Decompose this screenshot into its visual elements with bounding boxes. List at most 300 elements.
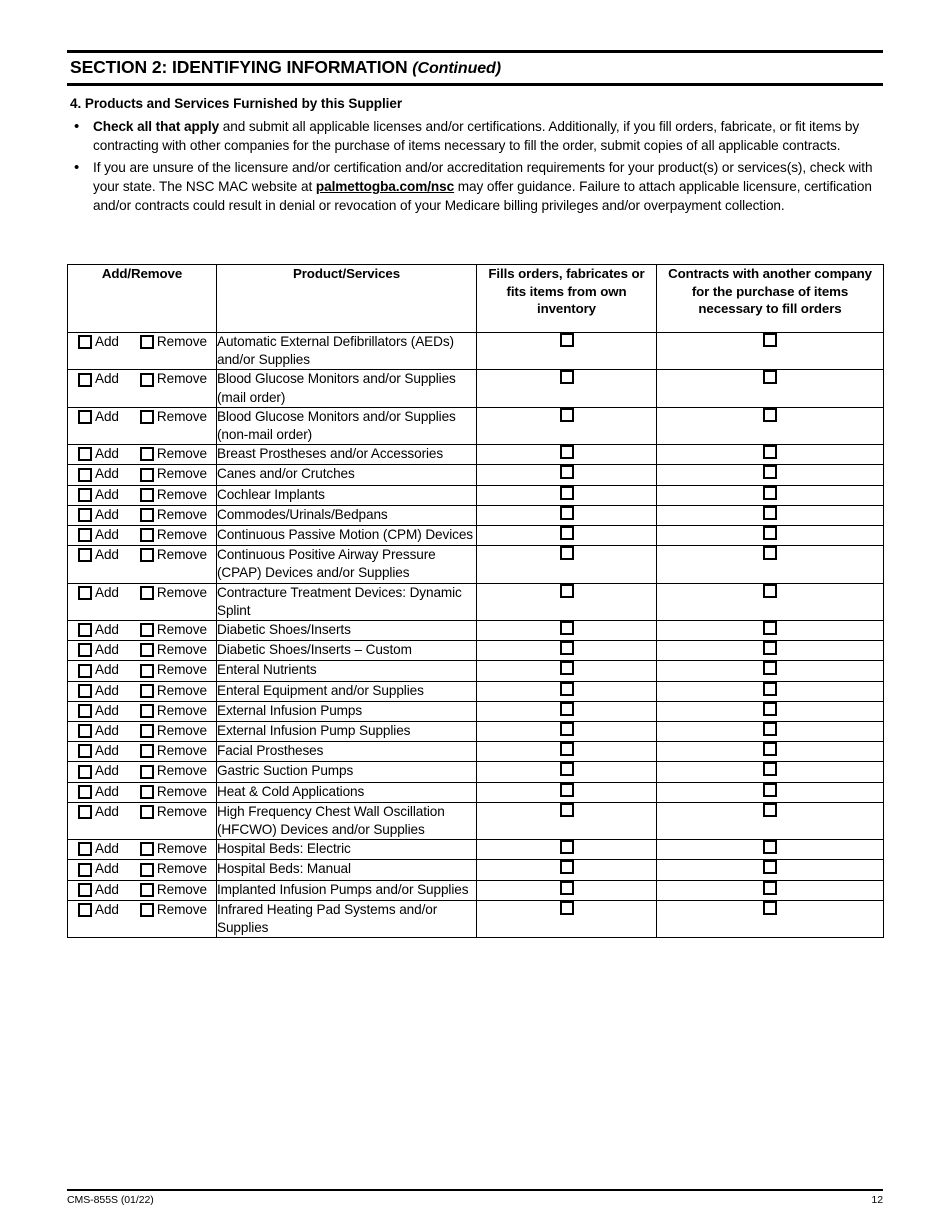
checkbox-icon[interactable] (78, 488, 92, 502)
add-option[interactable] (78, 526, 119, 544)
add-remove-group (68, 370, 216, 388)
checkbox-icon[interactable] (763, 682, 777, 696)
cell-add-remove (68, 681, 217, 701)
add-option[interactable] (78, 682, 119, 700)
checkbox-icon[interactable] (140, 903, 154, 917)
add-remove-group (68, 901, 216, 919)
checkbox-icon[interactable] (78, 903, 92, 917)
checkbox-icon[interactable] (140, 724, 154, 738)
checkbox-icon[interactable] (140, 664, 154, 678)
cell-add-remove (68, 661, 217, 681)
cell-contracts-checkbox[interactable] (657, 900, 884, 937)
remove-option[interactable] (140, 682, 207, 700)
add-remove-group (68, 486, 216, 504)
column-header-contracts: Contracts with another company for the purchase of items necessary to fill orders (657, 265, 884, 333)
table-row (68, 505, 884, 525)
cell-add-remove (68, 445, 217, 465)
cell-contracts-checkbox[interactable] (657, 465, 884, 485)
checkbox-icon[interactable] (763, 408, 777, 422)
cell-fills-orders-checkbox[interactable] (477, 900, 657, 937)
section-title-continued: (Continued) (412, 60, 501, 77)
cell-contracts-checkbox[interactable] (657, 505, 884, 525)
cell-contracts-checkbox[interactable] (657, 526, 884, 546)
cell-contracts-checkbox[interactable] (657, 681, 884, 701)
add-remove-group (68, 584, 216, 602)
cell-fills-orders-checkbox[interactable] (477, 681, 657, 701)
table-head (68, 265, 884, 333)
column-header-add-remove: Add/Remove (68, 265, 217, 333)
add-label: Add (95, 334, 119, 349)
cell-fills-orders-checkbox[interactable] (477, 722, 657, 742)
cell-add-remove (68, 333, 217, 370)
cell-add-remove (68, 407, 217, 444)
add-label: Add (95, 547, 119, 563)
checkbox-icon[interactable] (560, 526, 574, 540)
cell-product-services: Diabetic Shoes/Inserts – Custom (217, 641, 477, 661)
add-option[interactable] (78, 465, 119, 483)
remove-option[interactable] (140, 546, 207, 564)
add-option[interactable] (78, 881, 119, 899)
remove-option[interactable] (140, 333, 207, 351)
checkbox-icon[interactable] (560, 370, 574, 384)
checkbox-icon[interactable] (140, 765, 154, 779)
cell-add-remove (68, 782, 217, 802)
add-option[interactable] (78, 408, 119, 426)
cell-contracts-checkbox[interactable] (657, 701, 884, 721)
checkbox-icon[interactable] (140, 744, 154, 758)
cell-fills-orders-checkbox[interactable] (477, 621, 657, 641)
checkbox-icon[interactable] (560, 486, 574, 500)
cell-product-services: Gastric Suction Pumps (217, 762, 477, 782)
checkbox-icon[interactable] (763, 370, 777, 384)
checkbox-icon[interactable] (140, 410, 154, 424)
add-remove-group (68, 333, 216, 351)
table-row (68, 641, 884, 661)
table-row (68, 782, 884, 802)
cell-contracts-checkbox[interactable] (657, 860, 884, 880)
checkbox-icon[interactable] (560, 506, 574, 520)
checkbox-icon[interactable] (140, 785, 154, 799)
add-label: Add (95, 371, 119, 387)
add-option[interactable] (78, 702, 119, 720)
checkbox-icon[interactable] (763, 881, 777, 895)
table-row (68, 621, 884, 641)
add-remove-group (68, 661, 216, 679)
checkbox-icon[interactable] (78, 863, 92, 877)
checkbox-icon[interactable] (763, 722, 777, 736)
cell-add-remove (68, 465, 217, 485)
remove-option[interactable] (140, 506, 207, 524)
instruction-bullet-1 (70, 118, 882, 155)
checkbox-icon[interactable] (560, 661, 574, 675)
checkbox-icon[interactable] (78, 765, 92, 779)
table-row (68, 860, 884, 880)
add-label: Add (95, 466, 119, 482)
cell-product-services: Continuous Positive Airway Pressure (CPAP) Devices and/or Supplies (217, 546, 477, 583)
checkbox-icon[interactable] (140, 704, 154, 718)
checkbox-icon[interactable] (763, 803, 777, 817)
checkbox-icon[interactable] (763, 840, 777, 854)
checkbox-icon[interactable] (78, 528, 92, 542)
cell-product-services: Implanted Infusion Pumps and/or Supplies (217, 880, 477, 900)
checkbox-icon[interactable] (140, 643, 154, 657)
checkbox-icon[interactable] (763, 584, 777, 598)
table-row (68, 526, 884, 546)
checkbox-icon[interactable] (140, 805, 154, 819)
cell-add-remove (68, 505, 217, 525)
cell-contracts-checkbox[interactable] (657, 742, 884, 762)
remove-option[interactable] (140, 860, 207, 878)
checkbox-icon[interactable] (560, 333, 574, 347)
cell-product-services: Canes and/or Crutches (217, 465, 477, 485)
cell-contracts-checkbox[interactable] (657, 762, 884, 782)
checkbox-icon[interactable] (560, 682, 574, 696)
cell-fills-orders-checkbox[interactable] (477, 641, 657, 661)
checkbox-icon[interactable] (763, 333, 777, 347)
column-header-fills-orders: Fills orders, fabricates or fits items from own inventory (477, 265, 657, 333)
checkbox-icon[interactable] (560, 762, 574, 776)
cell-fills-orders-checkbox[interactable] (477, 485, 657, 505)
cell-product-services: External Infusion Pumps (217, 701, 477, 721)
cell-fills-orders-checkbox[interactable] (477, 840, 657, 860)
instructions-list (70, 118, 882, 220)
checkbox-icon[interactable] (763, 641, 777, 655)
remove-option[interactable] (140, 465, 207, 483)
cell-contracts-checkbox[interactable] (657, 840, 884, 860)
checkbox-icon[interactable] (78, 508, 92, 522)
checkbox-icon[interactable] (560, 803, 574, 817)
add-remove-group (68, 742, 216, 760)
table-body (68, 333, 884, 938)
section-title (67, 53, 883, 83)
checkbox-icon[interactable] (78, 447, 92, 461)
cell-product-services: External Infusion Pump Supplies (217, 722, 477, 742)
remove-option[interactable] (140, 526, 207, 544)
checkbox-icon[interactable] (78, 883, 92, 897)
add-label: Add (95, 881, 119, 897)
remove-option[interactable] (140, 702, 207, 720)
add-option[interactable] (78, 546, 119, 564)
checkbox-icon[interactable] (763, 445, 777, 459)
checkbox-icon[interactable] (763, 526, 777, 540)
checkbox-icon[interactable] (78, 785, 92, 799)
checkbox-icon[interactable] (763, 783, 777, 797)
cell-fills-orders-checkbox[interactable] (477, 445, 657, 465)
cell-contracts-checkbox[interactable] (657, 802, 884, 839)
remove-option[interactable] (140, 486, 207, 504)
checkbox-icon[interactable] (560, 465, 574, 479)
cell-fills-orders-checkbox[interactable] (477, 802, 657, 839)
section-rule-bottom (67, 83, 883, 86)
add-option[interactable] (78, 860, 119, 878)
checkbox-icon[interactable] (763, 742, 777, 756)
checkbox-icon[interactable] (763, 546, 777, 560)
add-option[interactable] (78, 803, 119, 821)
checkbox-icon[interactable] (140, 863, 154, 877)
bullet-2-part1: If you are unsure of the licensure and/or certification and/or accreditation requirements for your product(s) or services(s), check with your state. The NSC MAC website at (93, 160, 873, 195)
checkbox-icon[interactable] (763, 762, 777, 776)
checkbox-icon[interactable] (560, 702, 574, 716)
cell-fills-orders-checkbox[interactable] (477, 370, 657, 407)
checkbox-icon[interactable] (560, 641, 574, 655)
checkbox-icon[interactable] (560, 408, 574, 422)
cell-contracts-checkbox[interactable] (657, 880, 884, 900)
footer-rule (67, 1189, 883, 1191)
table-row (68, 583, 884, 620)
remove-option[interactable] (140, 881, 207, 899)
remove-label: Remove (156, 783, 207, 799)
cell-fills-orders-checkbox[interactable] (477, 505, 657, 525)
add-label: Add (95, 622, 119, 638)
add-option[interactable] (78, 783, 119, 801)
checkbox-icon[interactable] (78, 724, 92, 738)
cell-fills-orders-checkbox[interactable] (477, 782, 657, 802)
add-label: Add (95, 662, 119, 678)
add-remove-group (68, 506, 216, 524)
checkbox-icon[interactable] (763, 465, 777, 479)
checkbox-icon[interactable] (78, 586, 92, 600)
checkbox-icon[interactable] (763, 486, 777, 500)
add-option[interactable] (78, 445, 119, 463)
checkbox-icon[interactable] (560, 783, 574, 797)
section-header-band (67, 50, 883, 86)
cell-contracts-checkbox[interactable] (657, 445, 884, 465)
add-option[interactable] (78, 506, 119, 524)
add-label: Add (95, 527, 119, 543)
add-option[interactable] (78, 486, 119, 504)
checkbox-icon[interactable] (140, 468, 154, 482)
cell-product-services: Continuous Passive Motion (CPM) Devices (217, 526, 477, 546)
add-label: Add (95, 408, 119, 424)
add-option[interactable] (78, 584, 119, 602)
footer-page-number: 12 (871, 1194, 883, 1206)
add-option[interactable] (78, 722, 119, 740)
remove-label: Remove (156, 334, 207, 349)
remove-option[interactable] (140, 621, 207, 639)
cell-fills-orders-checkbox[interactable] (477, 742, 657, 762)
checkbox-icon[interactable] (763, 860, 777, 874)
add-label: Add (95, 901, 119, 917)
palmetto-gba-link[interactable]: palmettogba.com/nsc (315, 179, 455, 195)
add-remove-group (68, 702, 216, 720)
checkbox-icon[interactable] (140, 335, 154, 349)
cell-contracts-checkbox[interactable] (657, 407, 884, 444)
cell-fills-orders-checkbox[interactable] (477, 661, 657, 681)
cell-add-remove (68, 370, 217, 407)
cell-fills-orders-checkbox[interactable] (477, 333, 657, 370)
cell-fills-orders-checkbox[interactable] (477, 546, 657, 583)
add-option[interactable] (78, 641, 119, 659)
cell-product-services: Automatic External Defibrillators (AEDs) and/or Supplies (217, 333, 477, 370)
cell-contracts-checkbox[interactable] (657, 641, 884, 661)
checkbox-icon[interactable] (78, 684, 92, 698)
cell-fills-orders-checkbox[interactable] (477, 762, 657, 782)
checkbox-icon[interactable] (78, 664, 92, 678)
cell-add-remove (68, 641, 217, 661)
table-row (68, 546, 884, 583)
remove-option[interactable] (140, 641, 207, 659)
add-option[interactable] (78, 333, 119, 351)
cell-fills-orders-checkbox[interactable] (477, 583, 657, 620)
bullet-dot-icon: • (74, 118, 80, 135)
checkbox-icon[interactable] (140, 447, 154, 461)
checkbox-icon[interactable] (78, 744, 92, 758)
checkbox-icon[interactable] (763, 702, 777, 716)
cell-add-remove (68, 802, 217, 839)
remove-label: Remove (156, 622, 207, 638)
checkbox-icon[interactable] (78, 468, 92, 482)
remove-option[interactable] (140, 840, 207, 858)
checkbox-icon[interactable] (140, 528, 154, 542)
checkbox-icon[interactable] (560, 584, 574, 598)
add-label: Add (95, 841, 119, 857)
cell-add-remove (68, 762, 217, 782)
remove-label: Remove (156, 881, 207, 897)
add-label: Add (95, 702, 119, 718)
checkbox-icon[interactable] (560, 860, 574, 874)
add-option[interactable] (78, 762, 119, 780)
table-row (68, 333, 884, 370)
remove-label: Remove (156, 547, 207, 563)
remove-option[interactable] (140, 783, 207, 801)
checkbox-icon[interactable] (140, 373, 154, 387)
cell-product-services: Cochlear Implants (217, 485, 477, 505)
cell-fills-orders-checkbox[interactable] (477, 465, 657, 485)
checkbox-icon[interactable] (560, 621, 574, 635)
cell-contracts-checkbox[interactable] (657, 370, 884, 407)
add-option[interactable] (78, 661, 119, 679)
cell-product-services: Contracture Treatment Devices: Dynamic Splint (217, 583, 477, 620)
checkbox-icon[interactable] (140, 684, 154, 698)
add-label: Add (95, 584, 119, 600)
add-remove-group (68, 445, 216, 463)
checkbox-icon[interactable] (763, 506, 777, 520)
add-remove-group (68, 465, 216, 483)
remove-label: Remove (156, 408, 207, 424)
cell-add-remove (68, 860, 217, 880)
column-header-product-services: Product/Services (217, 265, 477, 333)
remove-option[interactable] (140, 584, 207, 602)
remove-option[interactable] (140, 803, 207, 821)
table-row (68, 661, 884, 681)
checkbox-icon[interactable] (140, 883, 154, 897)
add-label: Add (95, 861, 119, 877)
add-label: Add (95, 723, 119, 739)
checkbox-icon[interactable] (560, 742, 574, 756)
item-4-heading: 4. Products and Services Furnished by this Supplier (70, 96, 403, 111)
checkbox-icon[interactable] (560, 445, 574, 459)
bullet-dot-icon: • (74, 159, 80, 177)
checkbox-icon[interactable] (560, 881, 574, 895)
checkbox-icon[interactable] (78, 704, 92, 718)
checkbox-icon[interactable] (78, 548, 92, 562)
checkbox-icon[interactable] (560, 901, 574, 915)
add-remove-group (68, 762, 216, 780)
add-option[interactable] (78, 840, 119, 858)
checkbox-icon[interactable] (763, 621, 777, 635)
remove-option[interactable] (140, 408, 207, 426)
checkbox-icon[interactable] (140, 842, 154, 856)
table-row (68, 370, 884, 407)
section-title-text: SECTION 2: IDENTIFYING INFORMATION (70, 57, 408, 77)
page-footer (67, 1194, 883, 1206)
cell-product-services: Enteral Nutrients (217, 661, 477, 681)
checkbox-icon[interactable] (560, 722, 574, 736)
cell-contracts-checkbox[interactable] (657, 546, 884, 583)
remove-option[interactable] (140, 661, 207, 679)
cell-fills-orders-checkbox[interactable] (477, 701, 657, 721)
cell-fills-orders-checkbox[interactable] (477, 526, 657, 546)
checkbox-icon[interactable] (78, 643, 92, 657)
remove-label: Remove (156, 642, 207, 658)
checkbox-icon[interactable] (140, 586, 154, 600)
remove-label: Remove (156, 371, 207, 387)
checkbox-icon[interactable] (78, 335, 92, 349)
checkbox-icon[interactable] (140, 548, 154, 562)
add-option[interactable] (78, 621, 119, 639)
cell-product-services: Heat & Cold Applications (217, 782, 477, 802)
cell-contracts-checkbox[interactable] (657, 782, 884, 802)
add-label: Add (95, 783, 119, 799)
remove-option[interactable] (140, 370, 207, 388)
checkbox-icon[interactable] (140, 623, 154, 637)
remove-label: Remove (156, 743, 207, 759)
cell-fills-orders-checkbox[interactable] (477, 880, 657, 900)
remove-label: Remove (156, 803, 207, 819)
cell-add-remove (68, 722, 217, 742)
remove-option[interactable] (140, 762, 207, 780)
add-option[interactable] (78, 901, 119, 919)
add-option[interactable] (78, 370, 119, 388)
checkbox-icon[interactable] (763, 661, 777, 675)
checkbox-icon[interactable] (560, 546, 574, 560)
cell-contracts-checkbox[interactable] (657, 661, 884, 681)
add-option[interactable] (78, 742, 119, 760)
remove-label: Remove (156, 466, 207, 482)
cell-contracts-checkbox[interactable] (657, 485, 884, 505)
cell-contracts-checkbox[interactable] (657, 333, 884, 370)
remove-option[interactable] (140, 901, 207, 919)
checkbox-icon[interactable] (140, 508, 154, 522)
checkbox-icon[interactable] (78, 805, 92, 819)
cell-contracts-checkbox[interactable] (657, 583, 884, 620)
cell-add-remove (68, 880, 217, 900)
cell-fills-orders-checkbox[interactable] (477, 407, 657, 444)
remove-option[interactable] (140, 445, 207, 463)
checkbox-icon[interactable] (560, 840, 574, 854)
cell-fills-orders-checkbox[interactable] (477, 860, 657, 880)
remove-label: Remove (156, 506, 207, 522)
add-remove-group (68, 526, 216, 544)
cell-product-services: Hospital Beds: Electric (217, 840, 477, 860)
checkbox-icon[interactable] (78, 842, 92, 856)
table-row (68, 900, 884, 937)
remove-label: Remove (156, 682, 207, 698)
cell-product-services: Breast Prostheses and/or Accessories (217, 445, 477, 465)
cell-product-services: High Frequency Chest Wall Oscillation (HFCWO) Devices and/or Supplies (217, 802, 477, 839)
checkbox-icon[interactable] (78, 410, 92, 424)
checkbox-icon[interactable] (763, 901, 777, 915)
remove-option[interactable] (140, 722, 207, 740)
checkbox-icon[interactable] (78, 623, 92, 637)
checkbox-icon[interactable] (140, 488, 154, 502)
cell-product-services: Enteral Equipment and/or Supplies (217, 681, 477, 701)
cell-product-services: Blood Glucose Monitors and/or Supplies (mail order) (217, 370, 477, 407)
checkbox-icon[interactable] (78, 373, 92, 387)
remove-option[interactable] (140, 742, 207, 760)
cell-contracts-checkbox[interactable] (657, 621, 884, 641)
cell-contracts-checkbox[interactable] (657, 722, 884, 742)
